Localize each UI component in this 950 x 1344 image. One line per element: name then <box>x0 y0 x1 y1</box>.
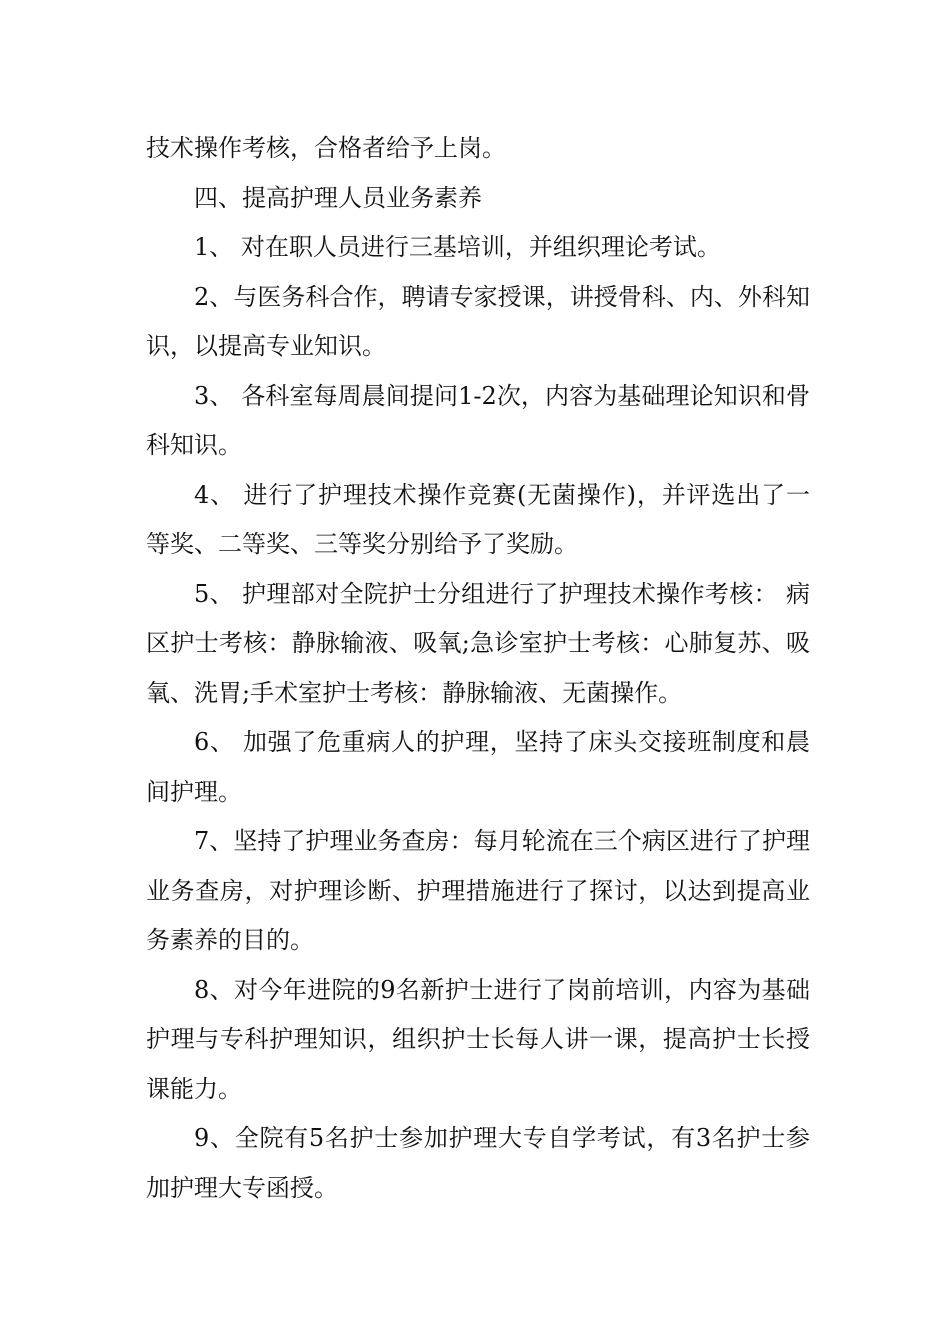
document-body <box>146 124 810 1213</box>
list-item-3: 3、 各科室每周晨间提问1-2次，内容为基础理论知识和骨科知识。 <box>146 381 810 459</box>
list-item-1: 1、 对在职人员进行三基培训，并组织理论考试。 <box>194 233 721 261</box>
list-item-2: 2、与医务科合作，聘请专家授课，讲授骨科、内、外科知识，以提高专业知识。 <box>146 282 810 360</box>
list-item-9: 9、全院有5名护士参加护理大专自学考试，有3名护士参加护理大专函授。 <box>146 1124 810 1202</box>
paragraph-continuation: 技术操作考核，合格者给予上岗。 <box>146 134 506 162</box>
list-item-8: 8、对今年进院的9名新护士进行了岗前培训，内容为基础护理与专科护理知识，组织护士长每人讲一课，提高护士长授课能力。 <box>146 975 810 1103</box>
list-item-6: 6、 加强了危重病人的护理，坚持了床头交接班制度和晨间护理。 <box>146 728 810 806</box>
section-heading: 四、提高护理人员业务素养 <box>194 183 482 212</box>
list-item-7: 7、坚持了护理业务查房：每月轮流在三个病区进行了护理业务查房，对护理诊断、护理措施进行了探讨，以达到提高业务素养的目的。 <box>146 827 810 954</box>
list-item-4: 4、 进行了护理技术操作竞赛(无菌操作)，并评选出了一等奖、二等奖、三等奖分别给予了奖励。 <box>146 480 810 558</box>
list-item-5: 5、 护理部对全院护士分组进行了护理技术操作考核： 病区护士考核：静脉输液、吸氧;急诊室护士考核：心肺复苏、吸氧、洗胃;手术室护士考核：静脉输液、无菌操作。 <box>146 579 810 707</box>
